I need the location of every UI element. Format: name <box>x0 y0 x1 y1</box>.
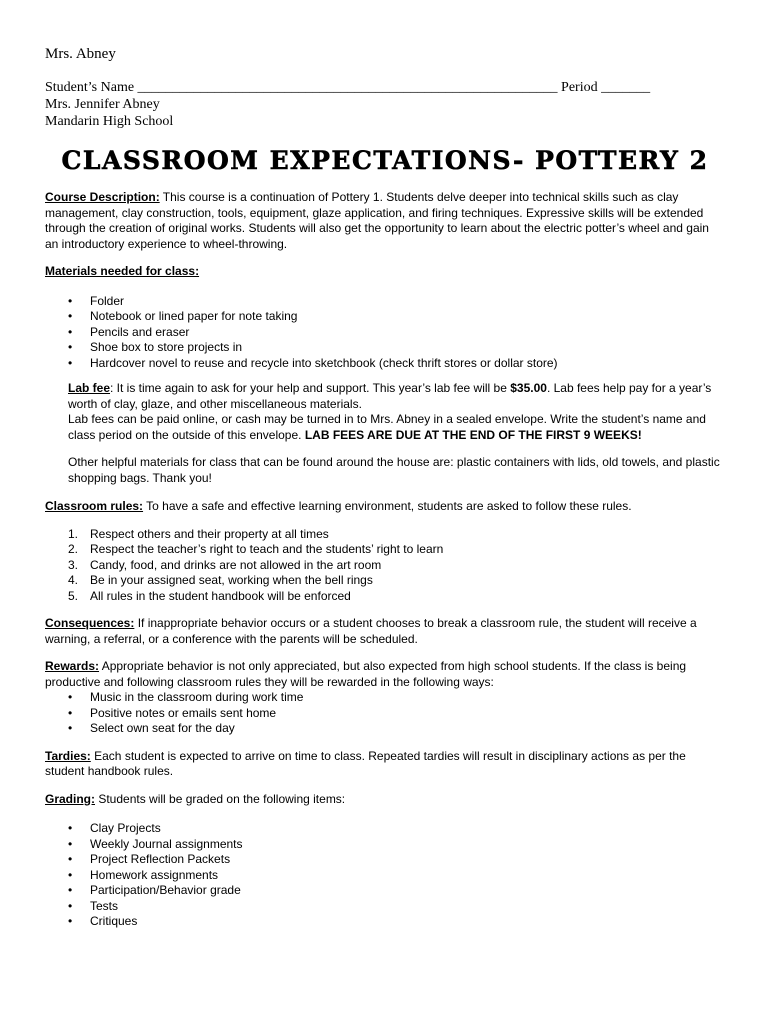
rule-number: 2. <box>68 542 79 556</box>
document-body <box>45 190 725 940</box>
rewards <box>45 659 725 690</box>
rule-text: Candy, food, and drinks are not allowed in the art room <box>90 557 382 572</box>
grading-text: Students will be graded on the following items: <box>95 791 346 806</box>
rules-list <box>45 527 725 605</box>
rewards-label: Rewards: <box>45 659 100 673</box>
tardies-label: Tardies: <box>45 748 91 763</box>
list-item: • Notebook or lined paper for note taking <box>68 309 725 325</box>
consequences-label: Consequences: <box>45 616 135 630</box>
lab-fee-paragraph <box>68 381 725 412</box>
rule-number: 1. <box>68 526 79 541</box>
course-description <box>45 190 725 252</box>
list-item <box>68 527 725 543</box>
rewards-text: Appropriate behavior is not only appreciated, but also expected from high school students. If the class is being productive and following classroom rules they will be rewarded in the following ways: <box>45 659 687 689</box>
grading-list <box>45 821 725 930</box>
rule-number: 5. <box>68 588 79 603</box>
list-item: • Participation/Behavior grade <box>68 883 725 899</box>
lab-fee-amount: $35.00 <box>510 381 547 395</box>
list-item <box>68 558 725 574</box>
rule-text: All rules in the student handbook will be enforced <box>90 588 351 603</box>
lab-fee-payment <box>68 412 725 443</box>
list-item: • Positive notes or emails sent home <box>68 706 725 722</box>
list-item: • Music in the classroom during work time <box>68 690 725 706</box>
materials-label: Materials needed for class: <box>45 264 200 278</box>
lab-fee-section <box>45 381 725 443</box>
materials-heading <box>45 264 725 280</box>
page-title: CLASSROOM EXPECTATIONS- POTTERY 2 <box>61 146 709 175</box>
list-item: • Homework assignments <box>68 868 725 884</box>
list-item: • Select own seat for the day <box>68 721 725 737</box>
lab-fee-text-a: : It is time again to ask for your help and support. This year’s lab fee will be <box>110 381 511 395</box>
list-item: • Folder <box>68 294 725 310</box>
list-item: • Critiques <box>68 914 725 930</box>
other-materials: Other helpful materials for class that can be found around the house are: plastic containers with lids, old towels, and plastic shopping bags. Thank you! <box>68 455 720 485</box>
list-item: • Weekly Journal assignments <box>68 837 725 853</box>
rule-number: 3. <box>68 557 79 572</box>
teacher-name-top: Mrs. Abney <box>45 46 116 62</box>
lab-fee-text-c: Lab fees can be paid online, or cash may be turned in to Mrs. Abney in a sealed envelope. Write the student’s name and class period on the outside of this envelope. <box>68 412 706 442</box>
list-item: • Pencils and eraser <box>68 325 725 341</box>
rules-label: Classroom rules: <box>45 499 144 513</box>
grading-heading <box>45 792 725 808</box>
consequences <box>45 616 725 647</box>
header-block <box>45 46 745 130</box>
rule-number: 4. <box>68 573 79 587</box>
list-item: • Hardcover novel to reuse and recycle into sketchbook (check thrift stores or dollar store) <box>68 356 725 372</box>
student-name-line: Student’s Name ____________________________________________________________ Period _______ <box>45 80 651 95</box>
course-description-label: Course Description: <box>45 190 160 204</box>
lab-fee-due: LAB FEES ARE DUE AT THE END OF THE FIRST 9 WEEKS! <box>304 427 642 442</box>
rule-text: Respect others and their property at all times <box>90 526 329 541</box>
list-item <box>68 573 725 589</box>
list-item: • Clay Projects <box>68 821 725 837</box>
tardies <box>45 749 725 780</box>
materials-list <box>45 294 725 372</box>
rules-intro: To have a safe and effective learning environment, students are asked to follow these rules. <box>143 499 632 513</box>
school-name: Mandarin High School <box>45 114 174 129</box>
list-item: • Project Reflection Packets <box>68 852 725 868</box>
list-item <box>68 589 725 605</box>
lab-fee-text-b: . Lab fees help pay for a year’s worth of clay, glaze, and other miscellaneous materials. <box>68 381 712 411</box>
rule-text: Respect the teacher’s right to teach and the students’ right to learn <box>90 542 444 556</box>
list-item: • Shoe box to store projects in <box>68 340 725 356</box>
consequences-text: If inappropriate behavior occurs or a student chooses to break a classroom rule, the student will receive a warning, a referral, or a conference with the parents will be scheduled. <box>45 616 697 646</box>
rules-heading <box>45 499 725 515</box>
course-description-text: This course is a continuation of Pottery 1. Students delve deeper into technical skills such as clay management, clay construction, tools, equipment, glaze application, and firing techniques. Expressive skills will be extended through the creation of original works. Students will also get the opportunity to learn about the electric potter’s wheel and gain an introductory experience to wheel-throwing. <box>45 190 709 251</box>
list-item <box>68 542 725 558</box>
teacher-full-name: Mrs. Jennifer Abney <box>45 97 160 112</box>
grading-label: Grading: <box>45 791 95 806</box>
lab-fee-label: Lab fee <box>68 381 111 395</box>
list-item: • Tests <box>68 899 725 915</box>
tardies-text: Each student is expected to arrive on time to class. Repeated tardies will result in disciplinary actions as per the student handbook rules. <box>45 748 686 778</box>
rewards-list <box>45 690 725 737</box>
rule-text: Be in your assigned seat, working when the bell rings <box>90 573 373 587</box>
